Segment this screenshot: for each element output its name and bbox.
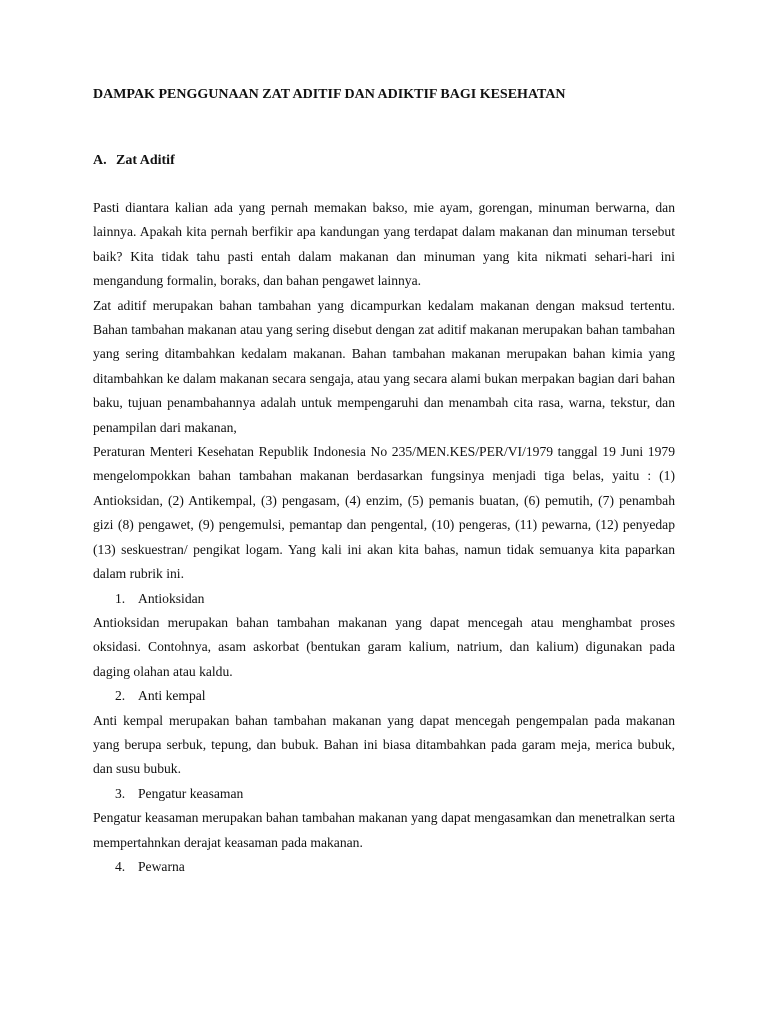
list-item-antioksidan: [93, 587, 675, 611]
anti-kempal-paragraph: Anti kempal merupakan bahan tambahan makanan yang dapat mencegah pengempalan pada makanan yang berupa serbuk, tepung, dan bubuk. Bahan ini biasa ditambahkan pada garam meja, merica bubuk, dan susu bubuk.: [93, 712, 675, 777]
list-item-anti-kempal: [93, 684, 675, 708]
pengatur-keasaman-paragraph: Pengatur keasaman merupakan bahan tambahan makanan yang dapat mengasamkan dan menetralkan serta mempertahnkan derajat keasaman pada makanan.: [93, 810, 675, 850]
list-item-number: 1.: [115, 590, 126, 606]
list-item-number: 3.: [115, 785, 126, 801]
list-item-title: Anti kempal: [138, 688, 206, 704]
definition-paragraph: Zat aditif merupakan bahan tambahan yang dicampurkan kedalam makanan dengan maksud tertentu. Bahan tambahan makanan atau yang sering disebut dengan zat aditif makanan merupakan bahan tambahan yang sering ditambahkan kedalam makanan. Bahan tambahan makanan merupakan bahan kimia yang ditambahkan ke dalam makanan secara sengaja, atau yang secara alami bukan merpakan bagian dari bahan baku, tujuan penambahannya adalah untuk mempengaruhi dan menambah cita rasa, warna, tekstur, dan penampilan dari makanan,: [93, 297, 675, 435]
list-item-title: Pengatur keasaman: [138, 785, 244, 801]
antioksidan-paragraph: Antioksidan merupakan bahan tambahan makanan yang dapat mencegah atau menghambat proses oksidasi. Contohnya, asam askorbat (bentukan garam kalium, natrium, dan kalium) digunakan pada daging olahan atau kaldu.: [93, 614, 675, 679]
list-item-title: Pewarna: [138, 858, 185, 874]
document-title: DAMPAK PENGGUNAAN ZAT ADITIF DAN ADIKTIF BAGI KESEHATAN: [93, 87, 566, 102]
list-item-pengatur-keasaman: [93, 782, 675, 806]
list-item-number: 4.: [115, 858, 126, 874]
section-heading: [93, 153, 175, 169]
document-body: [93, 196, 675, 879]
section-letter: A.: [93, 153, 107, 168]
list-item-title: Antioksidan: [138, 590, 205, 606]
section-heading-text: Zat Aditif: [116, 153, 175, 168]
intro-paragraph: Pasti diantara kalian ada yang pernah memakan bakso, mie ayam, gorengan, minuman berwarna, dan lainnya. Apakah kita pernah berfikir apa kandungan yang terdapat dalam makanan dan minuman tersebut baik? Kita tidak tahu pasti entah dalam makanan dan minuman yang kita nikmati sehari-hari ini mengandung formalin, boraks, dan bahan pengawet lainnya.: [93, 200, 675, 289]
regulation-paragraph: Peraturan Menteri Kesehatan Republik Indonesia No 235/MEN.KES/PER/VI/1979 tanggal 19 Juni 1979 mengelompokkan bahan tambahan makanan berdasarkan fungsinya menjadi tiga belas, yaitu : (1) Antioksidan, (2) Antikempal, (3) pengasam, (4) enzim, (5) pemanis buatan, (6) pemutih, (7) penambah gizi (8) pengawet, (9) pengemulsi, pemantap dan pengental, (10) pengeras, (11) pewarna, (12) penyedap (13) seskuestran/ pengikat logam. Yang kali ini akan kita bahas, namun tidak semuanya kita paparkan dalam rubrik ini.: [93, 444, 675, 582]
list-item-number: 2.: [115, 688, 126, 704]
list-item-pewarna: [93, 855, 675, 879]
